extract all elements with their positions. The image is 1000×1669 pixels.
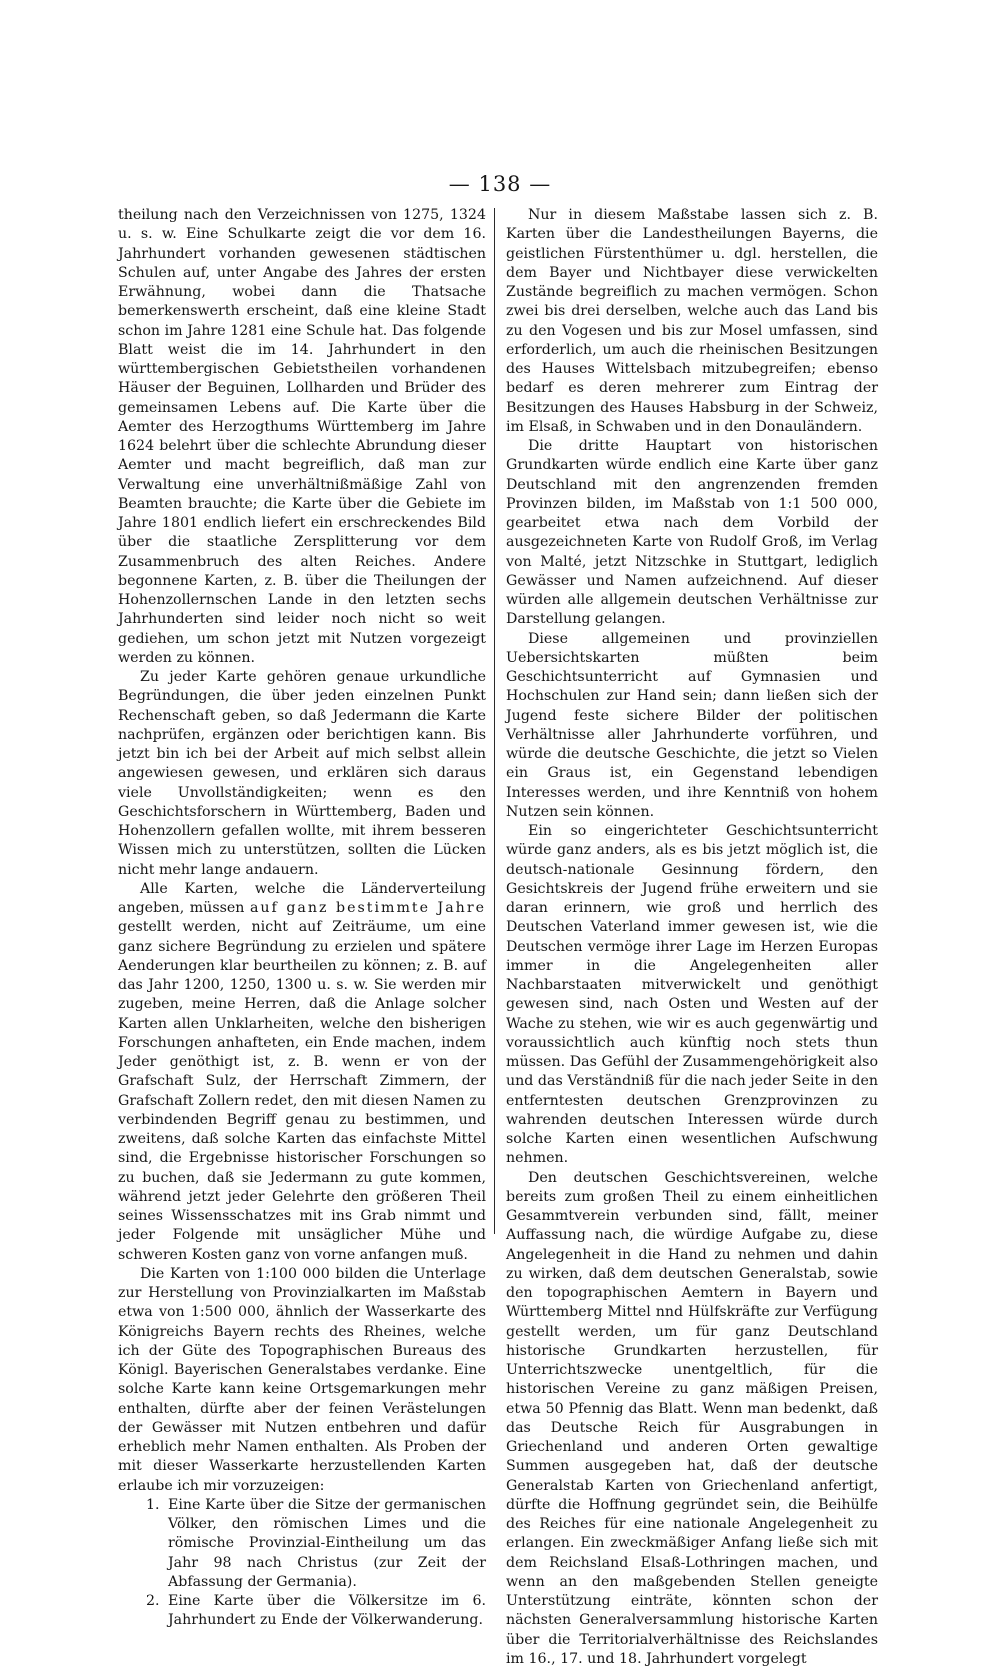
left-paragraph-1: theilung nach den Verzeichnissen von 1275, 1324 u. s. w. Eine Schulkarte zeigt die vor dem 16. Jahrhundert vorhanden gewesenen städtischen Schulen auf, unter Angabe des Jahres der ersten Erwähnung, wobei dann die Thatsache bemerkenswerth erscheint, daß eine kleine Stadt schon im Jahre 1281 eine Schule hat. Das folgende Blatt weist die im 14. Jahrhundert in den württembergischen Gebietstheilen vorhandenen Häuser der Beguinen, Lollharden und Brüder des gemeinsamen Lebens auf. Die Karte über die Aemter des Herzogthums Württemberg im Jahre 1624 belehrt über die schlechte Abrundung dieser Aemter und macht begreiflich, daß man zur Verwaltung eine unverhältnißmäßige Zahl von Beamten brauchte; die Karte über die Gebiete im Jahre 1801 endlich liefert ein erschreckendes Bild über die staatliche Zersplitterung vor dem Zusammenbruch des alten Reiches. Andere begonnene Karten, z. B. über die Theilungen der Hohenzollernschen Lande in den letzten sechs Jahrhunderten sind leider noch nicht so weit gediehen, um schon jetzt mit Nutzen vorgezeigt werden zu können. <box>118 206 486 668</box>
emphasized-phrase: auf ganz bestimmte Jahre <box>250 900 486 916</box>
list-item-number: 2. <box>146 1592 160 1611</box>
right-column <box>506 206 878 1669</box>
list-item <box>168 1496 486 1592</box>
left-paragraph-2: Zu jeder Karte gehören genaue urkundliche Begründungen, die über jeden einzelnen Punkt Rechenschaft geben, so daß Jedermann die Karte nachprüfen, ergänzen oder berichtigen kann. Bis jetzt bin ich bei der Arbeit auf mich selbst allein angewiesen gewesen, und erklären sich daraus viele Unvollständigkeiten; wenn es den Geschichtsforschern in Württemberg, Baden und Hohenzollern gefallen wollte, mit ihrem besseren Wissen mich zu unterstützen, sollten die Lücken nicht mehr lange andauern. <box>118 668 486 880</box>
left-column <box>118 206 486 1631</box>
list-item <box>168 1592 486 1631</box>
right-paragraph-5: Den deutschen Geschichtsvereinen, welche bereits zum großen Theil zu einem einheitlichen Gesammtverein verbunden sind, fällt, meiner Auffassung nach, die würdige Aufgabe zu, diese Angelegenheit in die Hand zu nehmen und dahin zu wirken, daß dem deutschen Generalstab, sowie den topographischen Aemtern in Bayern und Württemberg Mittel nnd Hülfskräfte zur Verfügung gestellt werden, um für ganz Deutschland historische Grundkarten herzustellen, für Unterrichtszwecke unentgeltlich, für die historischen Vereine zu ganz mäßigen Preisen, etwa 50 Pfennig das Blatt. Wenn man bedenkt, daß das Deutsche Reich für Ausgrabungen in Griechenland und anderen Orten gewaltige Summen ausgegeben hat, daß der deutsche Generalstab Karten von Griechenland anfertigt, dürfte die Hoffnung gegründet sein, die Beihülfe des Reiches für eine nationale Angelegenheit zu erlangen. Ein zweckmäßiger Anfang ließe sich mit dem Reichsland Elsaß-Lothringen machen, und wenn an den maßgebenden Stellen geneigte Unterstützung einträte, könnten schon der nächsten Generalversammlung historische Karten über die Territorialverhältnisse des Reichslandes im 16., 17. und 18. Jahrhundert vorgelegt <box>506 1169 878 1669</box>
left-paragraph-3-part-a: Alle Karten, welche die Länderverteilung angeben, müssen <box>118 881 486 916</box>
enumerated-list <box>118 1496 486 1631</box>
page-number: — 138 — <box>0 172 1000 196</box>
right-paragraph-2: Die dritte Hauptart von historischen Grundkarten würde endlich eine Karte über ganz Deutschland mit den angrenzenden fremden Provinzen bilden, im Maßstab von 1:1 500 000, gearbeitet etwa nach dem Vorbild der ausgezeichneten Karte von Rudolf Groß, im Verlag von Malté, jetzt Nitzschke in Stuttgart, lediglich Gewässer und Namen aufzeichnend. Auf dieser würden alle allgemein deutschen Verhältnisse zur Darstellung gelangen. <box>506 437 878 630</box>
column-divider <box>494 208 495 1234</box>
right-paragraph-3: Diese allgemeinen und provinziellen Uebersichtskarten müßten beim Geschichtsunterricht auf Gymnasien und Hochschulen zur Hand sein; dann ließen sich der Jugend feste sichere Bilder der politischen Verhältnisse aller Jahrhunderte vorführen, und würde die deutsche Geschichte, die jetzt so Vielen ein Graus ist, ein Gegenstand lebendigen Interesses werden, und ihre Kenntniß von hohem Nutzen sein können. <box>506 630 878 823</box>
left-paragraph-3-part-b: gestellt werden, nicht auf Zeiträume, um eine ganz sichere Begründung zu erzielen und spätere Aenderungen klar beurtheilen zu können; z. B. auf das Jahr 1200, 1250, 1300 u. s. w. Sie werden mir zugeben, meine Herren, daß die Anlage solcher Karten allen Unklarheiten, welche den bisherigen Forschungen anhafteten, ein Ende machen, indem Jeder genöthigt ist, z. B. wenn er von der Grafschaft Sulz, der Herrschaft Zimmern, der Grafschaft Zollern redet, den mit diesen Namen zu verbindenden Begriff genau zu bestimmen, und zweitens, daß solche Karten das einfachste Mittel sind, die Ergebnisse historischer Forschungen so zu buchen, daß sie Jedermann zu gute kommen, während jetzt jeder Gelehrte den größeren Theil seines Wissensschatzes mit ins Grab nimmt und jeder Folgende mit unsäglicher Mühe und schweren Kosten ganz von vorne anfangen muß. <box>118 919 486 1262</box>
left-paragraph-4: Die Karten von 1:100 000 bilden die Unterlage zur Herstellung von Provinzialkarten im Maßstab etwa von 1:500 000, ähnlich der Wasserkarte des Königreichs Bayern rechts des Rheines, welche ich der Güte des Topographischen Bureaus des Königl. Bayerischen Generalstabes verdanke. Eine solche Karte kann keine Ortsgemarkungen mehr enthalten, dürfte aber der feinen Verästelungen der Gewässer mit Nutzen entbehren und dafür erheblich mehr Namen enthalten. Als Proben der mit dieser Wasserkarte herzustellenden Karten erlaube ich mir vorzuzeigen: <box>118 1265 486 1496</box>
list-item-text: Eine Karte über die Völkersitze im 6. Jahrhundert zu Ende der Völkerwanderung. <box>168 1593 486 1628</box>
list-item-number: 1. <box>146 1496 160 1515</box>
right-paragraph-4: Ein so eingerichteter Geschichtsunterricht würde ganz anders, als es bis jetzt möglich ist, die deutsch-nationale Gesinnung fördern, den Gesichtskreis der Jugend frühe erweitern und sie daran erinnern, wie groß und herrlich des Deutschen Vaterland immer gewesen ist, wie die Deutschen vermöge ihrer Lage im Herzen Europas immer in die Angelegenheiten aller Nachbarstaaten mitverwickelt und genöthigt gewesen sind, nach Osten und Westen auf der Wache zu stehen, wie wir es auch gegenwärtig und voraussichtlich auch künftig noch stets thun müssen. Das Gefühl der Zusammengehörigkeit also und das Verständniß für die nach jeder Seite in den entferntesten deutschen Grenzprovinzen zu wahrenden deutschen Interessen würde durch solche Karten einen wesentlichen Aufschwung nehmen. <box>506 822 878 1169</box>
list-item-text: Eine Karte über die Sitze der germanischen Völker, den römischen Limes und die römische Provinzial-Eintheilung um das Jahr 98 nach Christus (zur Zeit der Abfassung der Germania). <box>168 1497 486 1590</box>
right-paragraph-1: Nur in diesem Maßstabe lassen sich z. B. Karten über die Landestheilungen Bayerns, die geistlichen Fürstenthümer u. dgl. herstellen, die dem Bayer und Nichtbayer diese verwickelten Zustände begreiflich zu machen vermögen. Schon zwei bis drei derselben, welche auch das Land bis zu den Vogesen und bis zur Mosel umfassen, sind erforderlich, um auch die rheinischen Besitzungen des Hauses Wittelsbach mitzubegreifen; ebenso bedarf es deren mehrerer zum Eintrag der Besitzungen des Hauses Habsburg in der Schweiz, im Elsaß, in Schwaben und in den Donauländern. <box>506 206 878 437</box>
left-paragraph-3 <box>118 880 486 1265</box>
